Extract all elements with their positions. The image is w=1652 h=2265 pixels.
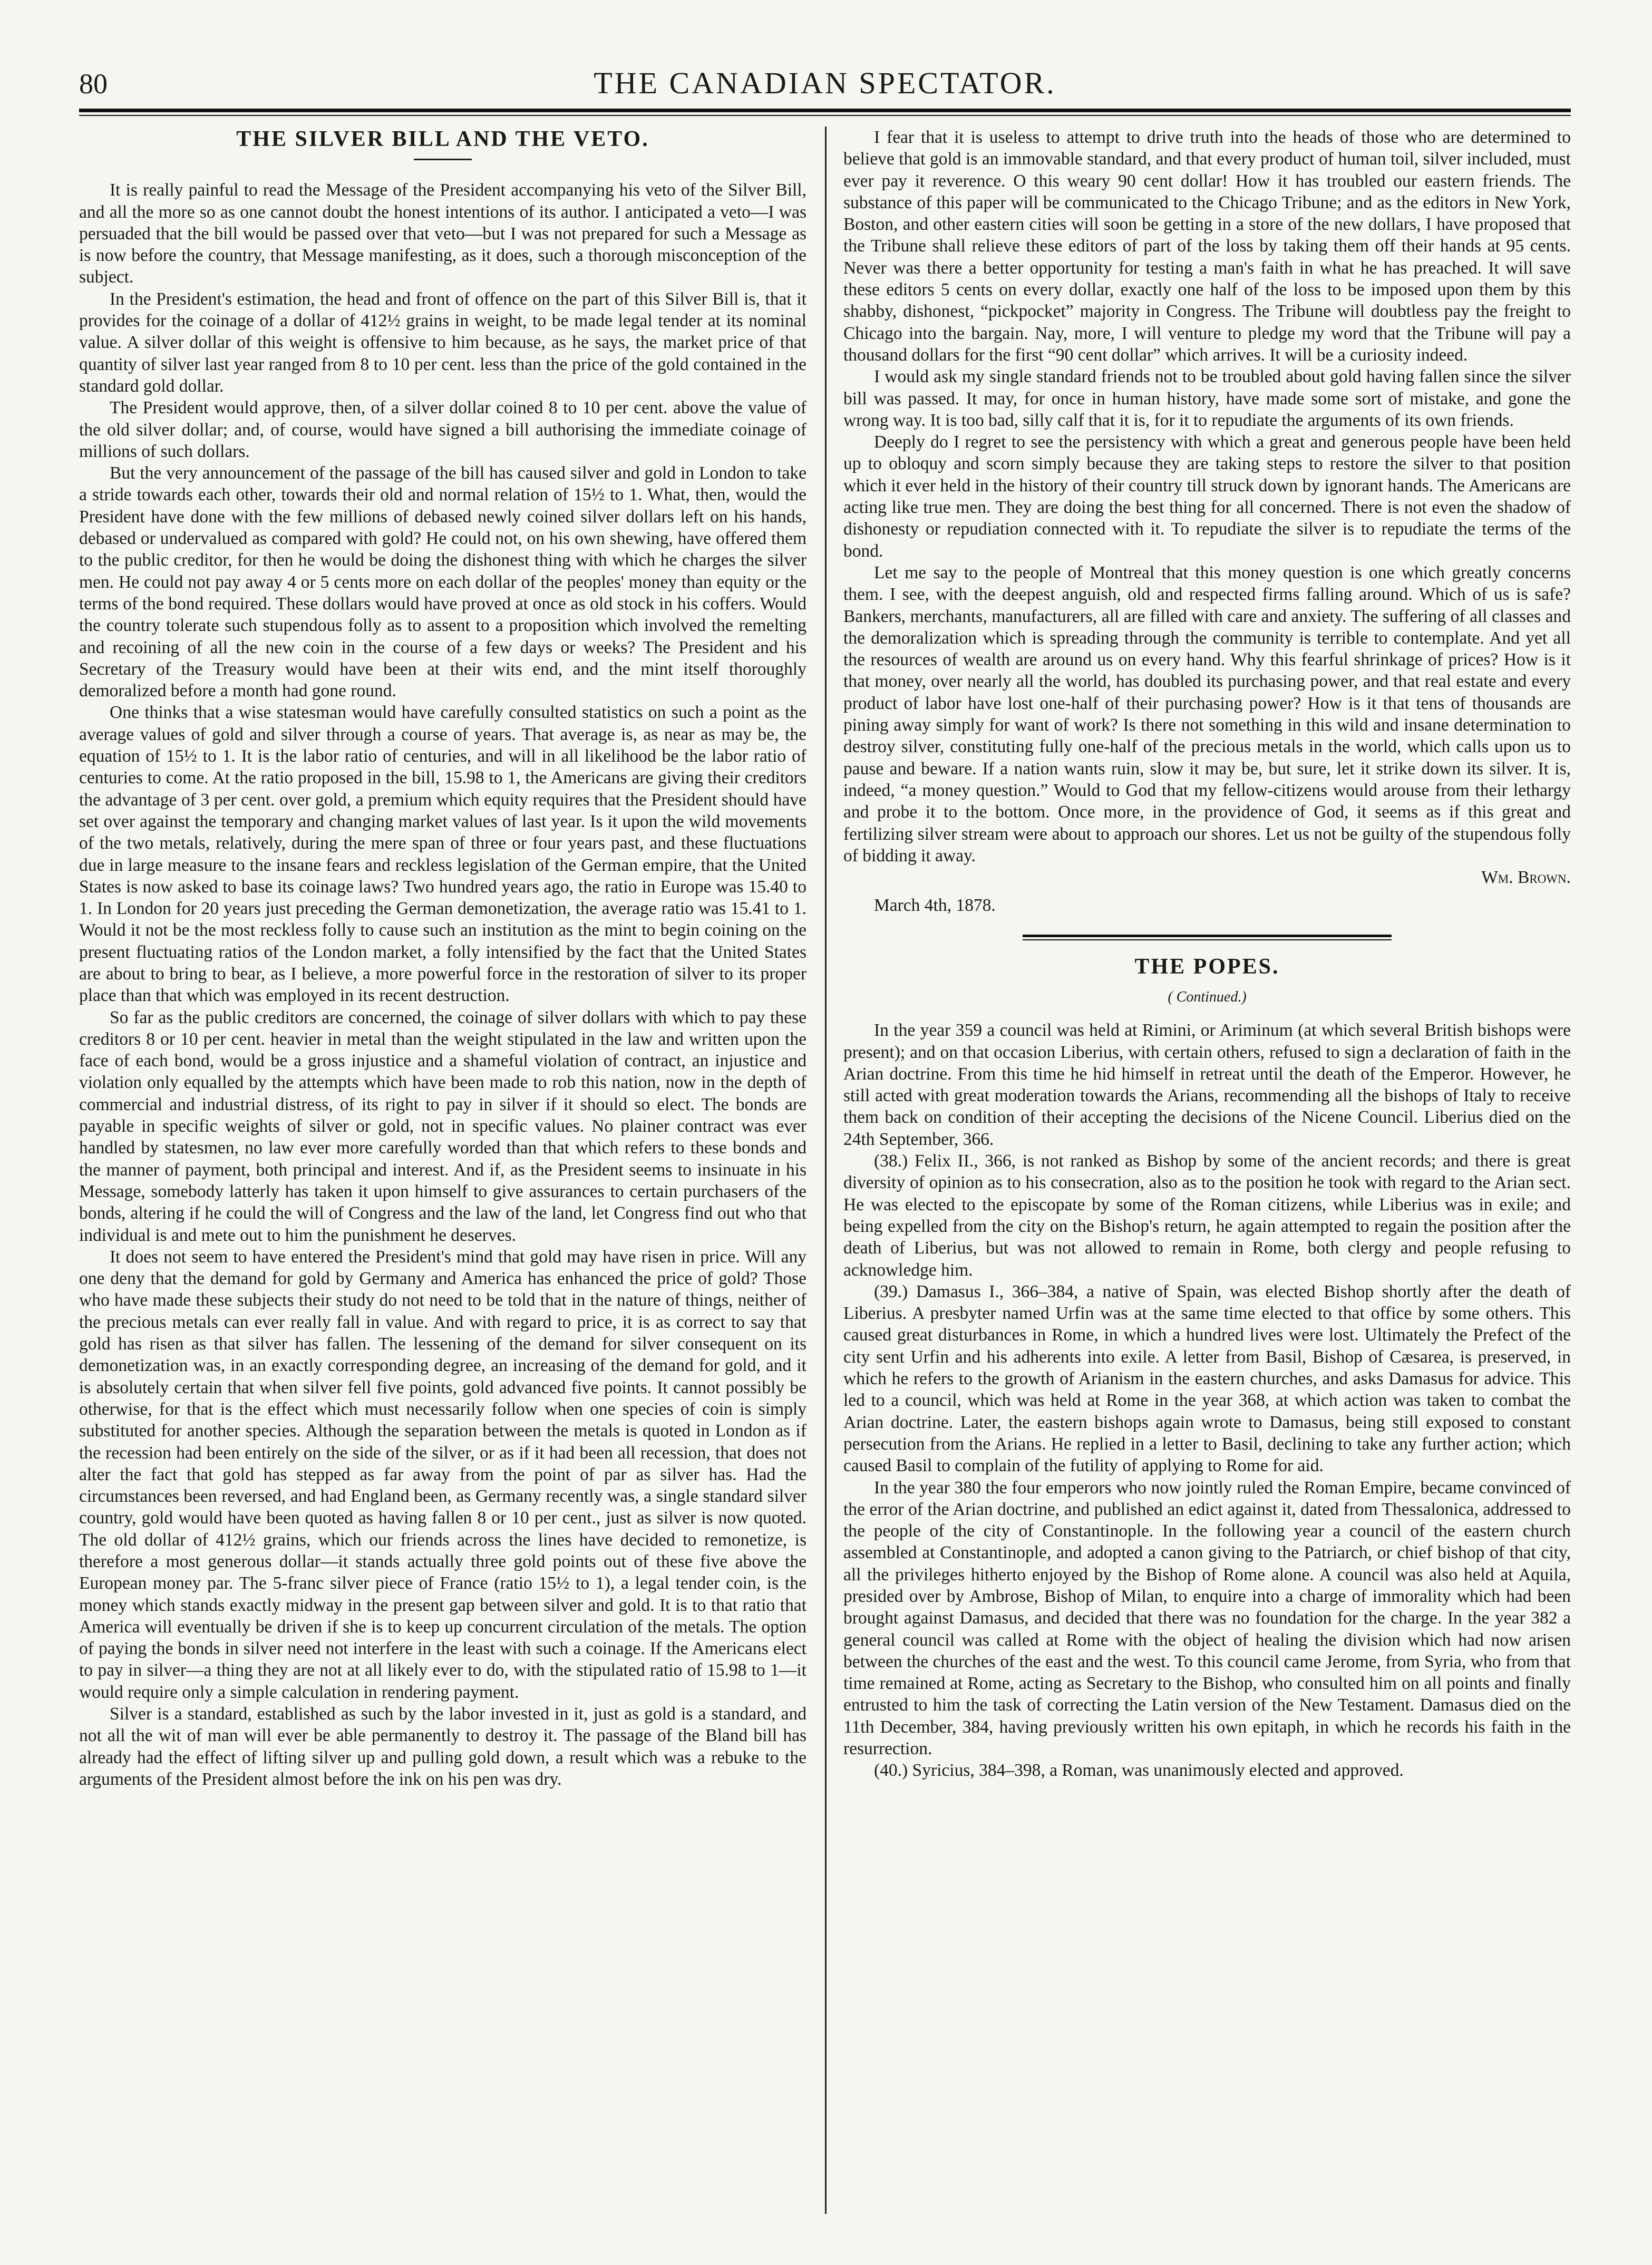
- article-paragraph: So far as the public creditors are concerned, the coinage of silver dollars with which to pay these creditors 8 or 10 per cent. heavier in metal than the weight stipulated in the law and written upon the face of each bond, would be a gross injustice and a shameful violation of contract, an injustice and violation only equalled by the attempts which have been made to rob this nation, now in the depth of commercial and industrial distress, of its right to pay in silver if it should so elect. The bonds are payable in specific weights of silver or gold, not in specific values. No plainer contract was ever handled by statesmen, no law ever more carefully worded than that which refers to these bonds and the manner of payment, both principal and interest. And if, as the President seems to insinuate in his Message, somebody latterly has taken it upon himself to give assurances to certain purchasers of the bonds, altering if he could the will of Congress and the law of the land, let Congress find out who that individual is and mete out to him the punishment he deserves.: [79, 1007, 806, 1245]
- right-column: [843, 127, 1571, 1782]
- article-paragraph: In the year 359 a council was held at Rimini, or Ariminum (at which several British bishops were present); and on that occasion Liberius, with certain others, refused to sign a declaration of faith in the Arian doctrine. From this time he hid himself in retreat until the death of the Emperor. However, he still acted with great moderation towards the Arians, recommending all the bishops of Italy to receive them back on condition of their accepting the decisions of the Nicene Council. Liberius died on the 24th September, 366.: [843, 1020, 1571, 1149]
- article-title-popes: THE POPES.: [1134, 954, 1280, 979]
- article-paragraph: In the President's estimation, the head and front of offence on the part of this Silver Bill is, that it provides for the coinage of a dollar of 412½ grains in weight, to be made legal tender at its nominal value. A silver dollar of this weight is offensive to him because, as he says, the market price of that quantity of silver last year ranged from 8 to 10 per cent. less than the price of the gold contained in the standard gold dollar.: [79, 289, 806, 396]
- title-rule: [414, 159, 472, 160]
- newspaper-page: [79, 58, 1571, 2230]
- article-subtitle: ( Continued.): [1168, 988, 1247, 1005]
- article-title-silver-bill: THE SILVER BILL AND THE VETO.: [236, 127, 649, 151]
- left-column: [79, 127, 806, 1790]
- article-paragraph: I would ask my single standard friends not to be troubled about gold having fallen since the silver bill was passed. It may, for once in human history, have made some sort of mistake, and gone the wrong way. It is too bad, silly calf that it is, for it to repudiate the arguments of its own friends.: [843, 367, 1571, 430]
- article-paragraph: (38.) Felix II., 366, is not ranked as Bishop by some of the ancient records; and there is great diversity of opinion as to his consecration, also as to the position he took with regard to the Arian sect. He was elected to the episcopate by some of the Roman citizens, while Liberius was in exile; and being expelled from the city on the Bishop's return, he again attempted to regain the position after the death of Liberius, but was not allowed to remain in Rome, both clergy and people refusing to acknowledge him.: [843, 1151, 1571, 1280]
- article-paragraph: Deeply do I regret to see the persistency with which a great and generous people have been held up to obloquy and scorn simply because they are taking steps to restore the silver to that position which it ever held in the history of their country till struck down by ignorant hands. The Americans are acting like true men. They are doing the best thing for all concerned. There is not even the shadow of dishonesty or repudiation connected with it. To repudiate the silver is to repudiate the terms of the bond.: [843, 432, 1571, 561]
- article-paragraph: The President would approve, then, of a silver dollar coined 8 to 10 per cent. above the value of the old silver dollar; and, of course, would have signed a bill authorising the immediate coinage of millions of such dollars.: [79, 398, 806, 461]
- article-date: March 4th, 1878.: [874, 896, 996, 916]
- article-paragraph: I fear that it is useless to attempt to drive truth into the heads of those who are determined to believe that gold is an immovable standard, and that every product of human toil, silver included, must ever pay it reverence. O this weary 90 cent dollar! How it has troubled our eastern friends. The substance of this paper will be communicated to the Chicago Tribune; and as the editors in New York, Boston, and other eastern cities will soon be getting in a store of the new dollars, I have proposed that the Tribune shall relieve these editors of part of the loss by taking them off their hands at 95 cents. Never was there a better opportunity for testing a man's faith in what he has preached. It will save these editors 5 cents on every dollar, exactly one half of the loss to be imposed upon them by this shabby, dishonest, “pickpocket” majority in Congress. The Tribune will doubtless pay the freight to Chicago into the bargain. Nay, more, I will venture to pledge my word that the Tribune will pay a thousand dollars for the first “90 cent dollar” which arrives. It will be a curiosity indeed.: [843, 128, 1571, 365]
- article-paragraph: Silver is a standard, established as such by the labor invested in it, just as gold is a standard, and not all the wit of man will ever be able permanently to destroy it. The passage of the Bland bill has already had the effect of lifting silver up and pulling gold down, a result which was a rebuke to the arguments of the President almost before the ink on his pen was dry.: [79, 1704, 806, 1789]
- article-paragraph: It does not seem to have entered the President's mind that gold may have risen in price. Will any one deny that the demand for gold by Germany and America has enhanced the price of gold? Those who have made these subjects their study do not need to be told that in the nature of things, neither of the precious metals can ever really fall in value. And with regard to price, it is as correct to say that gold has risen as that silver has fallen. The lessening of the demand for silver consequent on its demonetization was, in an exactly corresponding degree, an increasing of the demand for gold, and it is absolutely certain that when silver fell five points, gold advanced five points. It cannot possibly be otherwise, for that is the effect which must necessarily follow when one species of coin is simply substituted for another species. Although the separation between the metals is quoted in London as if the recession had been entirely on the side of the silver, or as if it had been all recession, that does not alter the fact that gold has stepped as far away from the point of par as silver has. Had the circumstances been reversed, and had England been, as Germany recently was, a single standard silver country, gold would have been quoted as having fallen 8 or 10 per cent., just as silver is now quoted. The old dollar of 412½ grains, which our friends across the lines have decided to remonetize, is therefore a most generous dollar—it stands actually three gold points out of these five above the European money par. The 5-franc silver piece of France (ratio 15½ to 1), a legal tender coin, is the money which stands exactly midway in the present gap between silver and gold. It is to that ratio that America will eventually be driven if she is to keep up concurrent circulation of the metals. The option of paying the bonds in silver need not interfere in the least with such a coinage. If the Americans elect to pay in silver—a thing they are not at all likely ever to do, with the stipulated ratio of 15.98 to 1—it would require only a simple calculation in rendering payment.: [79, 1247, 806, 1702]
- article-paragraph: (39.) Damasus I., 366–384, a native of Spain, was elected Bishop shortly after the death of Liberius. A presbyter named Urfin was at the same time elected to that office by some others. This caused great disturbances in Rome, in which a hundred lives were lost. Ultimately the Prefect of the city sent Urfin and his adherents into exile. A letter from Basil, Bishop of Cæsarea, is preserved, in which he refers to the growth of Arianism in the eastern churches, and asks Damasus for advice. This led to a council, which was held at Rome in the year 368, at which action was taken to combat the Arian doctrine. Later, the eastern bishops again wrote to Damasus, being still exposed to constant persecution from the Arians. He replied in a letter to Basil, declining to take any further action; which caused Basil to complain of the futility of applying to Rome for aid.: [843, 1281, 1571, 1476]
- article-paragraph: In the year 380 the four emperors who now jointly ruled the Roman Empire, became convinced of the error of the Arian doctrine, and published an edict against it, dated from Thessalonica, addressed to the people of the city of Constantinople. In the following year a council of the eastern church assembled at Constantinople, and adopted a canon giving to the Patriarch, or chief bishop of that city, all the privileges hitherto enjoyed by the Bishop of Rome alone. A council was also held at Aquila, presided over by Ambrose, Bishop of Milan, to enquire into a charge of immorality which had been brought against Damasus, and decided that there was no foundation for the charge. In the year 382 a general council was called at Rome with the object of healing the division which had now arisen between the churches of the east and the west. To this council came Jerome, from Syria, who from that time remained at Rome, acting as Secretary to the Bishop, who consulted him on all points and finally entrusted to him the task of correcting the Latin version of the New Testament. Damasus died on the 11th December, 384, having previously written his own epitaph, in which he records his faith in the resurrection.: [843, 1477, 1571, 1759]
- article-paragraph: Let me say to the people of Montreal that this money question is one which greatly concerns them. I see, with the deepest anguish, old and respected firms falling around. Which of us is safe? Bankers, merchants, manufacturers, all are filled with care and anxiety. The suffering of all classes and the demoralization which is spreading through the community is terrible to contemplate. And yet all the resources of wealth are around us on every hand. Why this fearful shrinkage of prices? How is it that money, over nearly all the world, has doubled its purchasing power, and that real estate and every product of labor have lost one-half of their purchasing power? How is it that tens of thousands are pining away simply for want of work? Is there not something in this wild and insane determination to destroy silver, constituting fully one-half of the precious metals in the world, which calls upon us to pause and beware. If a nation wants ruin, slow it may be, but sure, let it strike down its silver. It is, indeed, “a money question.” Would to God that my fellow-citizens would arouse from their lethargy and probe it to the bottom. Once more, in the providence of God, it seems as if this great and fertilizing silver stream were about to approach our shores. Let us not be guilty of the stupendous folly of bidding it away.: [843, 562, 1571, 866]
- header-rule: [79, 109, 1571, 116]
- column-divider: [825, 127, 827, 2214]
- article-paragraph: But the very announcement of the passage of the bill has caused silver and gold in London to take a stride towards each other, towards their old and normal relation of 15½ to 1. What, then, would the President have done with the few millions of debased newly coined silver dollars left on his hands, debased or undervalued as compared with gold? He could not, on his own shewing, have offered them to the public creditor, for then he would be doing the dishonest thing with which he charges the silver men. He could not pay away 4 or 5 cents more on each dollar of the peoples' money than equity or the terms of the bond required. These dollars would have proved at once as old stock in his coffers. Would the country tolerate such stupendous folly as to assent to a proposition which involved the remelting and recoining of all the new coin in the course of a few days or weeks? The President and his Secretary of the Treasury would have been at their wits end, and the mint itself thoroughly demoralized before a month had gone round.: [79, 463, 806, 701]
- article-paragraph: (40.) Syricius, 384–398, a Roman, was unanimously elected and approved.: [874, 1761, 1404, 1781]
- section-divider: [1023, 935, 1392, 940]
- author-signature: Wm. Brown.: [1481, 868, 1571, 888]
- page-header: [79, 58, 1571, 104]
- page-number: 80: [79, 68, 108, 100]
- article-paragraph: It is really painful to read the Message of the President accompanying his veto of the Silver Bill, and all the more so as one cannot doubt the honest intentions of its author. I anticipated a veto—I was persuaded that the bill would be passed over that veto—but I was not prepared for such a Message as is now before the country, that Message manifesting, as it does, such a thorough misconception of the subject.: [79, 180, 806, 287]
- article-paragraph: One thinks that a wise statesman would have carefully consulted statistics on such a point as the average values of gold and silver through a course of years. That average is, as near as may be, the equation of 15½ to 1. It is the labor ratio of centuries, and will in all likelihood be the labor ratio of centuries to come. At the ratio proposed in the bill, 15.98 to 1, the Americans are giving their creditors the advantage of 3 per cent. over gold, a premium which equity requires that the President should have set over against the temporary and changing market values of last year. Is it upon the wild movements of the two metals, relatively, during the mere span of three or four years past, and these fluctuations due in large measure to the insane fears and reckless legislation of the German empire, that the United States is now asked to base its coinage laws? Two hundred years ago, the ratio in Europe was 15.40 to 1. In London for 20 years just preceding the German demonetization, the average ratio was 15.41 to 1. Would it not be the most reckless folly to cause such an institution as the mint to begin coining on the present fluctuating ratios of the London market, a folly intensified by the fact that the United States are about to bring to bear, as I believe, a more powerful force in the restoration of silver to its proper place than that which was employed in its recent destruction.: [79, 703, 806, 1006]
- journal-title: THE CANADIAN SPECTATOR.: [594, 66, 1056, 100]
